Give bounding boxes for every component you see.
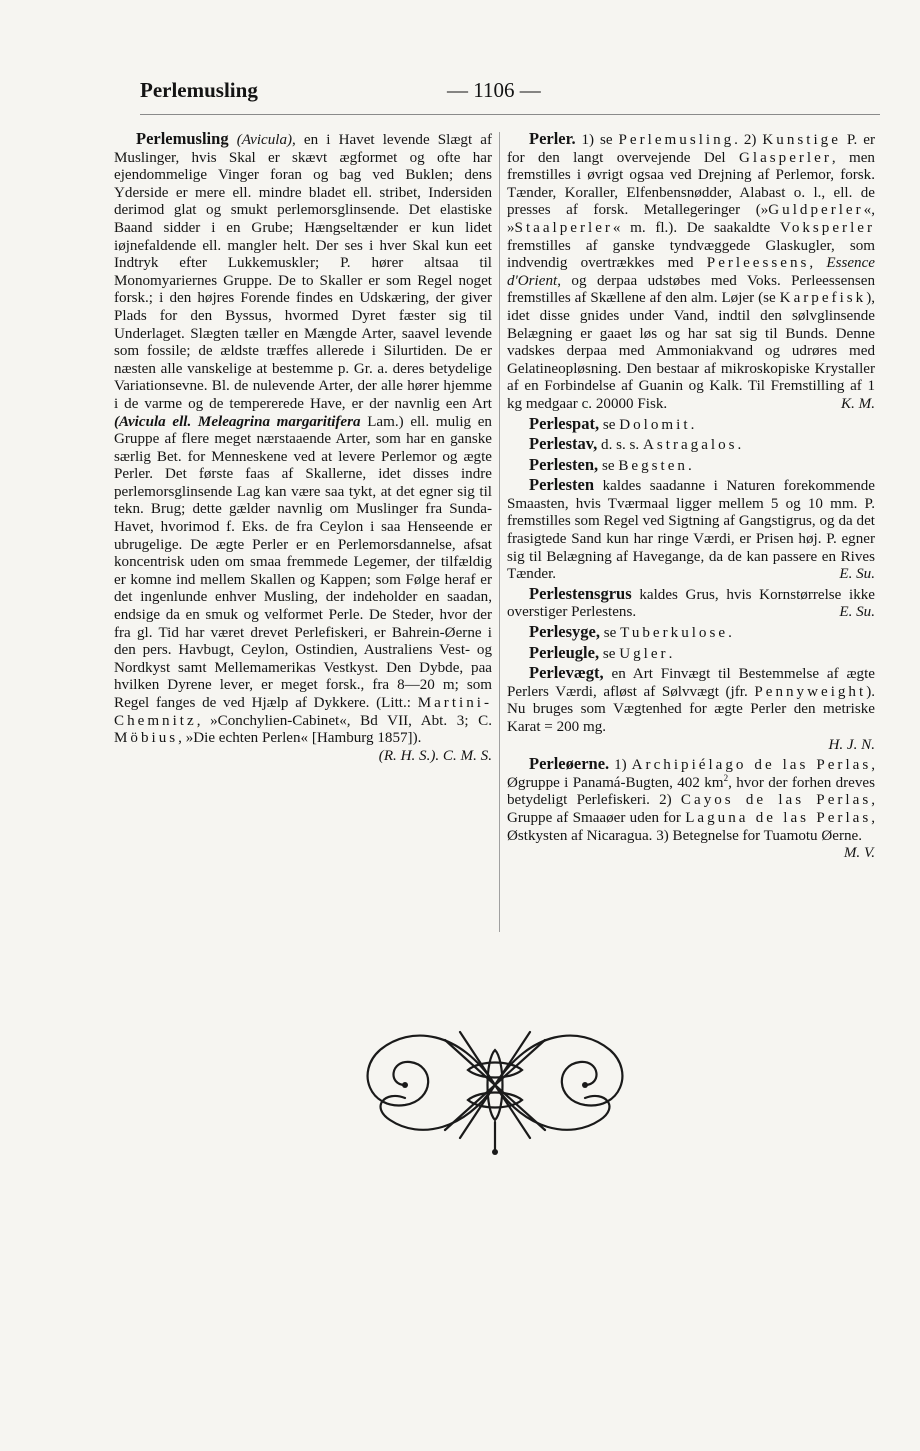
end-ornament-icon (350, 1010, 640, 1160)
entry-perlestav: Perlestav, d. s. s. Astragalos. (529, 434, 742, 454)
emphasis: Kunstige (762, 132, 841, 148)
entry-perleoerne: Perleøerne. 1) Archipiélago de las Perlas, Øgruppe i Panamá-Bugten, 402 $km^2$, hvor der forhen dreves betydeligt Perlefiskeri. 2) Cayos de las Perlas, Gruppe af Smaaøer uden for Laguna de las Perlas, Østkysten af Nicaragua. 3) Betegnelse for Tuamotu Øerne. M. V. (507, 754, 876, 862)
running-head: Perlemusling (140, 78, 258, 102)
headword: Perlevægt, (529, 663, 604, 683)
emphasis: Voksperler (779, 219, 875, 236)
headword: Perleugle, (529, 642, 600, 662)
latin-name: (Avicula) (236, 132, 293, 148)
right-column (507, 130, 875, 863)
cross-reference: Perlemusling (618, 132, 735, 148)
cross-reference: Begsten (618, 457, 688, 474)
author-signature: E. Su. (839, 566, 875, 583)
cross-reference: Martini-Chemnitz (114, 695, 492, 729)
entry-text: , »Conchylien-Cabinet«, Bd VII, Abt. 3; C. (196, 712, 492, 729)
cross-reference: Pennyweight (754, 683, 867, 700)
cross-reference: Dolomit (619, 416, 691, 433)
emphasis: Perleessens (706, 255, 810, 272)
entry-perlespat: Perlespat, se Dolomit. (529, 413, 695, 433)
emphasis: Glasperler (738, 149, 832, 166)
cross-reference: Ugler (619, 645, 669, 662)
cross-reference: Möbius (114, 730, 179, 747)
entry-text: , »Die echten Perlen« [Hamburg 1857]). (178, 730, 422, 747)
emphasis: Guldperler (768, 202, 864, 219)
author-signature: K. M. (841, 395, 875, 412)
headword: Perlesten (529, 475, 595, 495)
entry-perlesten-ref: Perlesten, se Begsten. (529, 454, 692, 474)
author-signature: (R. H. S.). C. M. S. (378, 747, 492, 764)
page-number: — 1106 — (447, 78, 541, 102)
author-signature: E. Su. (839, 604, 875, 621)
column-divider (499, 132, 500, 932)
page-header (140, 78, 880, 108)
entry-perleugle: Perleugle, se Ugler. (529, 642, 673, 662)
entry-perler: Perler. 1) se Perlemusling. 2) Kunstige P. er for den langt overvejende Del Glasperler, men fremstilles i øvrigt ogsaa ved Drejning af Perlemor, forsk. Tænder, Koraller, Elfenbensnødder, Alabast o. l., ell. de presses af forsk. Metallegeringer (»Guldperler«, »Staalperler« m. fl.). De saakaldte Voksperler fremstilles af ganske tyndvæggede Glaskugler, som indvendig overtrækkes med Perleessens, Essence d'Orient, og derpaa udstøbes med Voks. Perleessensen fremstilles af Skællene af den alm. Løjer (se Karpefisk), idet disse gnides under Vand, indtil den sølvglinsende Belægning er gaaet løs og har sat sig til Bunds. Denne vadskes derpaa med Ammoniakvand og udrøres med Gelatineopløsning. Den bestaar af mikroskopiske Krystaller af en Forbindelse af Guanin og Kalk. Til Fremstilling af 1 kg medgaar c. 20000 Fisk. K. M. (507, 129, 876, 412)
superscript: 2 (723, 772, 729, 783)
species-name: (Avicula ell. Meleagrina margaritifera (114, 413, 361, 430)
headword: Perleøerne. (529, 754, 610, 774)
headword: Perlestav, (529, 434, 598, 454)
cross-reference: Astragalos (642, 437, 738, 454)
cross-reference: Karpefisk (779, 290, 867, 307)
author-signature: H. J. N. (828, 736, 875, 753)
headword: Perlespat, (529, 413, 600, 433)
cross-reference: Tuberkulose (620, 625, 729, 642)
author-signature: M. V. (843, 845, 875, 862)
headword: Perlestensgrus (529, 583, 632, 603)
headword: Perler. (529, 129, 576, 148)
entry-perlemusling (114, 130, 492, 765)
emphasis: Cayos de las Perlas (680, 792, 872, 809)
entry-perlesyge: Perlesyge, se Tuberkulose. (529, 622, 732, 642)
headword: Perlesyge, (529, 622, 601, 642)
headword: Perlesten, (529, 454, 599, 474)
header-rule (140, 114, 880, 115)
entry-perlevaegt: Perlevægt, en Art Finvægt til Bestemmelse af ægte Perlers Værdi, afløst af Sølvvægt (jfr. Pennyweight). Nu bruges som Vægtenhed for ægte Perler den metriske Karat = 200 mg. H. J. N. (507, 663, 875, 753)
entry-text: , en i Havet levende Slægt af Muslinger, hvis Skal er skævt ægformet og ofte har ejendommelige Vinger foran og bag ved Buklen; dens Yderside er mere ell. mindre bladet ell. stribet, Indersiden derimod glat og smukt perlemorsglinsende. Det elastiske Baand sidder i en Grube; Hængseltænder er kun lidet iøjnefaldende ell. mangler helt. Der ses i hver Skal kun eet Indtryk efter Lukkemuskler; P. hører altsaa til Monomyariernes Gruppe. De to Skaller er som Regel noget forsk.; i den højres Forende findes en Udskæring, der giver Plads for den Byssus, hvormed Dyret fæster sig til Underlaget. Slægten tæller en Mængde Arter, saavel levende som fossile; de ældste træffes allerede i Silurtiden. De er næsten alle vanskelige at bestemme p. Gr. a. deres betydelige Variationsevne. Bl. de nulevende Arter, der alle hører hjemme i de varme og de tempererede Have, er der navnlig een Art (114, 132, 493, 412)
entry-text: Lam.) ell. mulig en Gruppe af flere meget nærstaaende Arter, som har en ganske særlig Bet. for Menneskene ved at levere Perlemor og ægte Perler. Det første faas af Skallerne, idet disses indre perlemorsglinsende Lag kan være saa tykt, at det egner sig til tekn. Brug; dette gælder navnlig om Muslinger fra Sunda-Havet, hvorimod f. Eks. de fra Ceylon i saa Henseende er ubrugelige. De ægte Perler er en Perlemorsdannelse, afsat koncentrisk uden om smaa fremmede Legemer, der tilfældig er komne ind mellem Skallen og Kappen; som Følge heraf er det ingenlunde enhver Musling, der indeholder en saadan, endsige da en smuk og velformet Perle. De Steder, hvor der fra gl. Tid har været drevet Perlefiskeri, er Bahrein-Øerne i den pers. Havbugt, Ceylon, Ostindien, Australiens Vest- og Nordkyst samt Mellemamerikas Vestkyst. Den Dybde, paa hvilken Dyrene lever, er meget forsk., fra 8—20 m; som Regel fanges de ved Hjælp af Dykkere. (Litt.: (114, 413, 492, 711)
emphasis: Staalperler (514, 219, 613, 236)
entry-perlestensgrus: Perlestensgrus kaldes Grus, hvis Kornstørrelse ikke overstiger Perlestens. E. Su. (507, 583, 875, 621)
italic-term: Essence d'Orient (507, 255, 876, 289)
headword: Perlemusling (136, 129, 229, 148)
emphasis: Laguna de las Perlas (685, 809, 872, 826)
emphasis: Archipiélago de las Perlas (631, 757, 872, 774)
entry-perlesten: Perlesten kaldes saadanne i Naturen forekommende Smaasten, hvis Tværmaal ligger mellem 5 og 10 mm. P. fremstilles som Regel ved Sigtning af Gangstigrus, og da det frasigtede Sand kun har ringe Værdi, er Prisen høj. P. egner sig til Belægning af Havegange, da de kan passere en Rives Tænder. E. Su. (507, 475, 875, 583)
left-column (114, 130, 492, 765)
